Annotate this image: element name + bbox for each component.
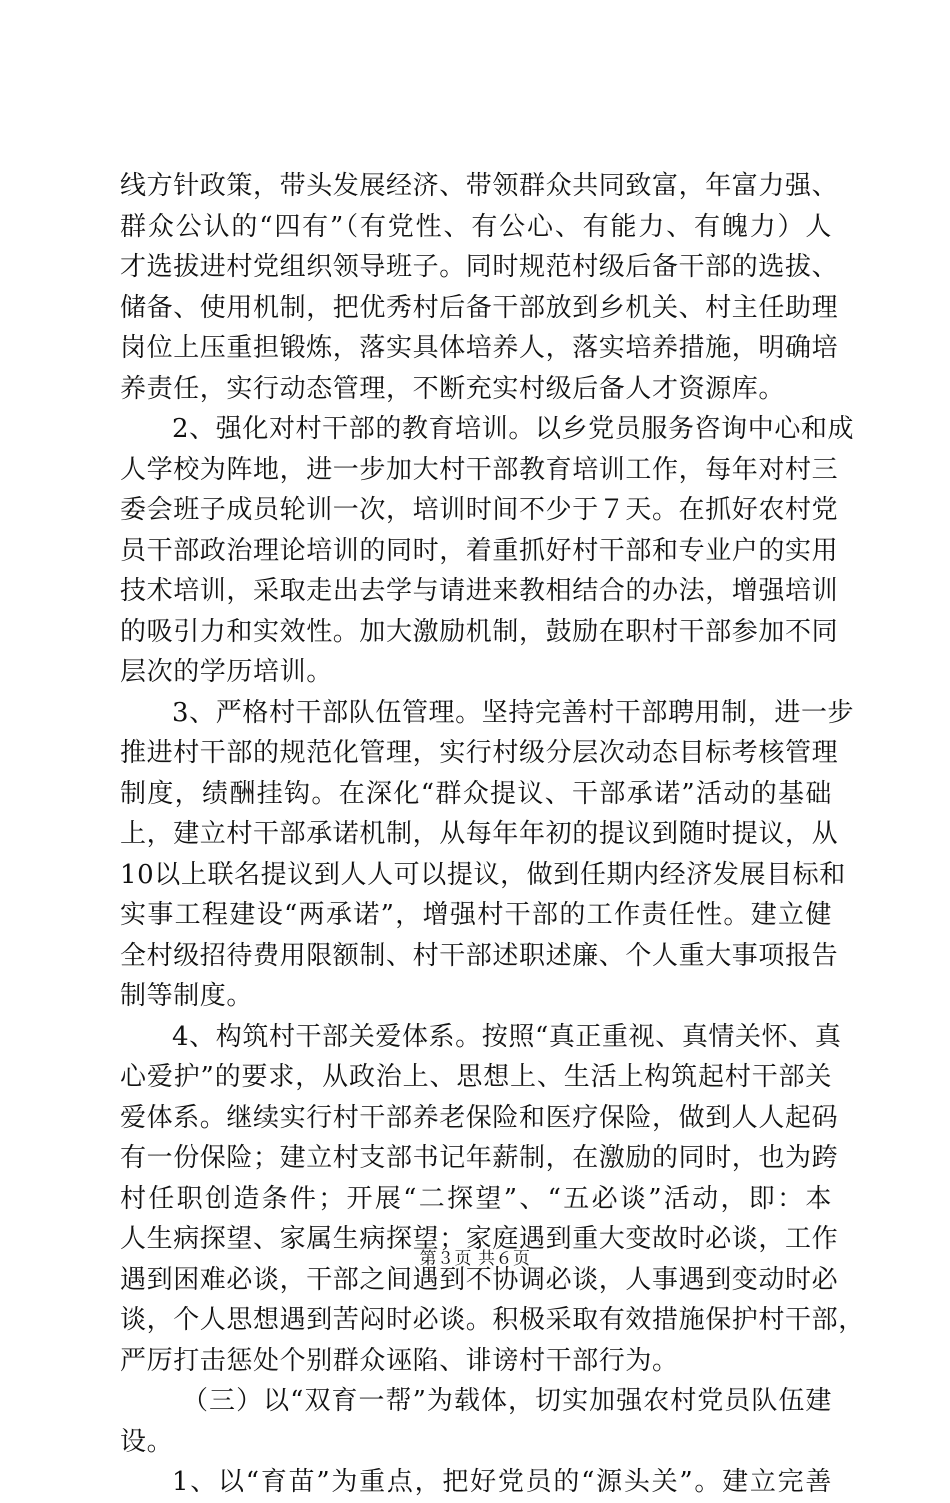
text-line: 线方针政策，带头发展经济、带领群众共同致富，年富力强、	[120, 171, 839, 201]
text-line: 养责任，实行动态管理，不断充实村级后备人才资源库。	[120, 373, 786, 404]
text-line: 技术培训，采取走出去学与请进来教相结合的办法，增强培训	[120, 576, 839, 606]
text-line: 员干部政治理论培训的同时，着重抓好村干部和专业户的实用	[120, 535, 839, 566]
text-line: 谈，个人思想遇到苦闷时必谈。积极采取有效措施保护村干部，	[120, 1305, 865, 1335]
text-line: 储备、使用机制，把优秀村后备干部放到乡机关、村主任助理	[120, 292, 839, 323]
text-line: 群众公认的“四有”（有党性、有公心、有能力、有魄力）人	[120, 211, 832, 242]
text-line: 全村级招待费用限额制、村干部述职述廉、个人重大事项报告	[120, 940, 839, 971]
text-line: 爱体系。继续实行村干部养老保险和医疗保险，做到人人起码	[120, 1102, 839, 1133]
text-line: 10以上联名提议到人人可以提议，做到任期内经济发展目标和	[120, 859, 846, 890]
text-line: 设。	[120, 1426, 174, 1457]
text-line: 3、严格村干部队伍管理。坚持完善村干部聘用制，进一步	[172, 697, 855, 728]
text-line: 严厉打击惩处个别群众诬陷、诽谤村干部行为。	[120, 1345, 679, 1376]
page-footer	[0, 1244, 950, 1269]
text-line: 层次的学历培训。	[120, 657, 333, 687]
text-line: 村任职创造条件；开展“二探望”、“五必谈”活动，即：本	[120, 1183, 832, 1214]
text-line: 上，建立村干部承诺机制，从每年年初的提议到随时提议，从	[120, 819, 839, 849]
text-line: 心爱护”的要求，从政治上、思想上、生活上构筑起村干部关	[120, 1062, 832, 1092]
text-line: 2、强化对村干部的教育培训。以乡党员服务咨询中心和成	[172, 414, 855, 444]
text-line: 制等制度。	[120, 981, 254, 1011]
text-line: 1、以“育苗”为重点，把好党员的“源头关”。建立完善	[172, 1467, 832, 1497]
document-body	[120, 166, 865, 1503]
text-line: 委会班子成员轮训一次，培训时间不少于７天。在抓好农村党	[120, 495, 839, 525]
text-line: 人学校为阵地，进一步加大村干部教育培训工作，每年对村三	[120, 454, 839, 485]
text-line: 制度，绩酬挂钩。在深化“群众提议、干部承诺”活动的基础	[120, 778, 832, 809]
text-line: 才选拔进村党组织领导班子。同时规范村级后备干部的选拔、	[120, 252, 839, 282]
text-line: 人生病探望、家属生病探望；家庭遇到重大变故时必谈，工作	[120, 1224, 839, 1254]
text-line: 4、构筑村干部关爱体系。按照“真正重视、真情关怀、真	[172, 1021, 842, 1052]
text-line: 岗位上压重担锻炼，落实具体培养人，落实培养措施，明确培	[120, 333, 839, 363]
text-line: （三）以“双育一帮”为载体，切实加强农村党员队伍建	[182, 1386, 832, 1416]
text-line: 推进村干部的规范化管理，实行村级分层次动态目标考核管理	[120, 738, 839, 768]
page-number: 第３页 共６页	[419, 1249, 531, 1269]
text-line: 的吸引力和实效性。加大激励机制，鼓励在职村干部参加不同	[120, 616, 839, 647]
text-line: 有一份保险；建立村支部书记年薪制，在激励的同时，也为跨	[120, 1143, 839, 1173]
text-line: 遇到困难必谈，干部之间遇到不协调必谈，人事遇到变动时必	[120, 1264, 839, 1295]
text-line: 实事工程建设“两承诺”，增强村干部的工作责任性。建立健	[120, 900, 832, 930]
